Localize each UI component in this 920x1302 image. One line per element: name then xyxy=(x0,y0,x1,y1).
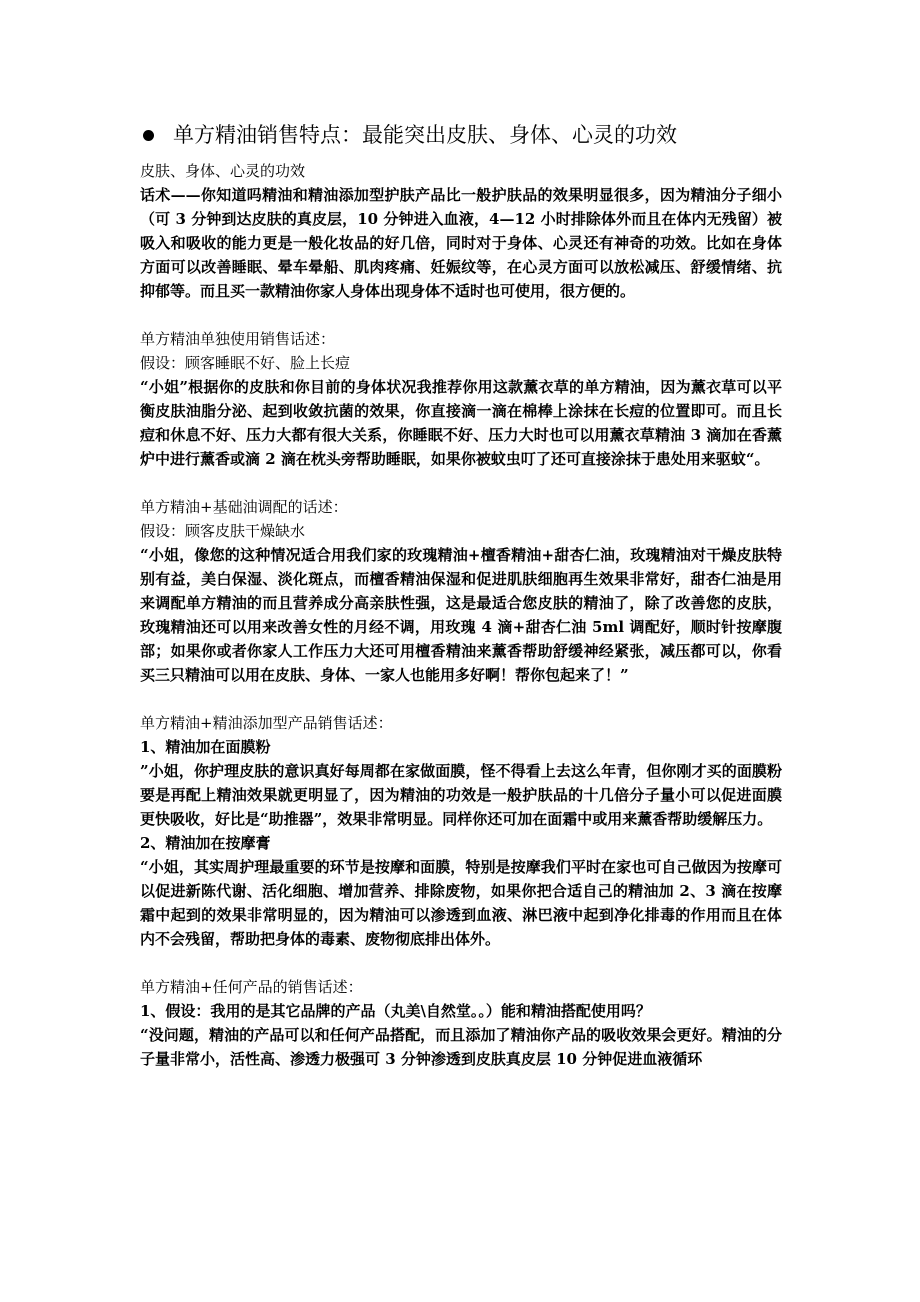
section5-item1-title: 1、假设：我用的是其它品牌的产品（丸美\自然堂。。）能和精油搭配使用吗？ xyxy=(140,1002,651,1020)
section4-title: 单方精油+精油添加型产品销售话述： xyxy=(140,714,393,732)
section2-body: “小姐”根据你的皮肤和你目前的身体状况我推荐你用这款薰衣草的单方精油，因为薰衣草可以平衡皮肤油脂分泌、起到收敛抗菌的效果，你直接滴一滴在棉棒上涂抹在长痘的位置即可。而且长痘和休息不好、压力大都有很大关系，你睡眠不好、压力大时也可以用薰衣草精油 3 滴加在香薰炉中进行薰香或滴 2 滴在枕头旁帮助睡眠，如果你被蚊虫叮了还可直接涂抹于患处用来驱蚊“。 xyxy=(140,378,782,468)
section1-body: 话术——你知道吗精油和精油添加型护肤产品比一般护肤品的效果明显很多，因为精油分子细小（可 3 分钟到达皮肤的真皮层，10 分钟进入血液，4—12 小时排除体外而且在体内无残留）被吸入和吸收的能力更是一般化妆品的好几倍，同时对于身体、心灵还有神奇的功效。比如在身体方面可以改善睡眠、晕车晕船、肌肉疼痛、妊娠纹等，在心灵方面可以放松减压、舒缓情绪、抗抑郁等。而且买一款精油你家人身体出现身体不适时也可使用，很方便的。 xyxy=(140,186,782,300)
section4-item2-body: “小姐，其实周护理最重要的环节是按摩和面膜，特别是按摩我们平时在家也可自己做因为按摩可以促进新陈代谢、活化细胞、增加营养、排除废物，如果你把合适自己的精油加 2、3 滴在按摩霜中起到的效果非常明显的，因为精油可以渗透到血液、淋巴液中起到净化排毒的作用而且在体内不会残留，帮助把身体的毒素、废物彻底排出体外。 xyxy=(140,858,782,948)
section-heading xyxy=(140,120,782,150)
section4-item1-title: 1、精油加在面膜粉 xyxy=(140,738,271,756)
section3-assumption: 假设：顾客皮肤干燥缺水 xyxy=(140,522,306,540)
section3-body: “小姐，像您的这种情况适合用我们家的玫瑰精油+檀香精油+甜杏仁油，玫瑰精油对干燥皮肤特别有益，美白保湿、淡化斑点，而檀香精油保湿和促进肌肤细胞再生效果非常好，甜杏仁油是用来调配单方精油的而且营养成分高亲肤性强，这是最适合您皮肤的精油了，除了改善您的皮肤，玫瑰精油还可以用来改善女性的月经不调，用玫瑰 4 滴+甜杏仁油 5ml 调配好，顺时针按摩腹部；如果你或者你家人工作压力大还可用檀香精油来薰香帮助舒缓神经紧张，减压都可以，你看买三只精油可以用在皮肤、身体、一家人也能用多好啊！帮你包起来了！” xyxy=(140,546,782,684)
paragraph-gap xyxy=(140,951,782,975)
section4-item2-title: 2、精油加在按摩膏 xyxy=(140,834,271,852)
paragraph-gap xyxy=(140,687,782,711)
section1-subtitle: 皮肤、身体、心灵的功效 xyxy=(140,162,306,180)
section2-assumption: 假设：顾客睡眠不好、脸上长痘 xyxy=(140,354,351,372)
bullet-icon xyxy=(143,130,154,141)
heading-text: 单方精油销售特点：最能突出皮肤、身体、心灵的功效 xyxy=(173,123,677,147)
section5-title: 单方精油+任何产品的销售话述： xyxy=(140,978,363,996)
section3-title: 单方精油+基础油调配的话述： xyxy=(140,498,348,516)
section2-title: 单方精油单独使用销售话述： xyxy=(140,330,336,348)
paragraph-gap xyxy=(140,303,782,327)
section5-item1-body: “没问题，精油的产品可以和任何产品搭配，而且添加了精油你产品的吸收效果会更好。精油的分子量非常小，活性高、渗透力极强可 3 分钟渗透到皮肤真皮层 10 分钟促进血液循环 xyxy=(140,1026,782,1068)
section4-item1-body: ”小姐，你护理皮肤的意识真好每周都在家做面膜，怪不得看上去这么年青，但你刚才买的面膜粉要是再配上精油效果就更明显了，因为精油的功效是一般护肤品的十几倍分子量小可以促进面膜更快吸收，好比是“助推器”，效果非常明显。同样你还可加在面霜中或用来薰香帮助缓解压力。 xyxy=(140,762,782,828)
document-page xyxy=(140,120,782,1071)
paragraph-gap xyxy=(140,471,782,495)
